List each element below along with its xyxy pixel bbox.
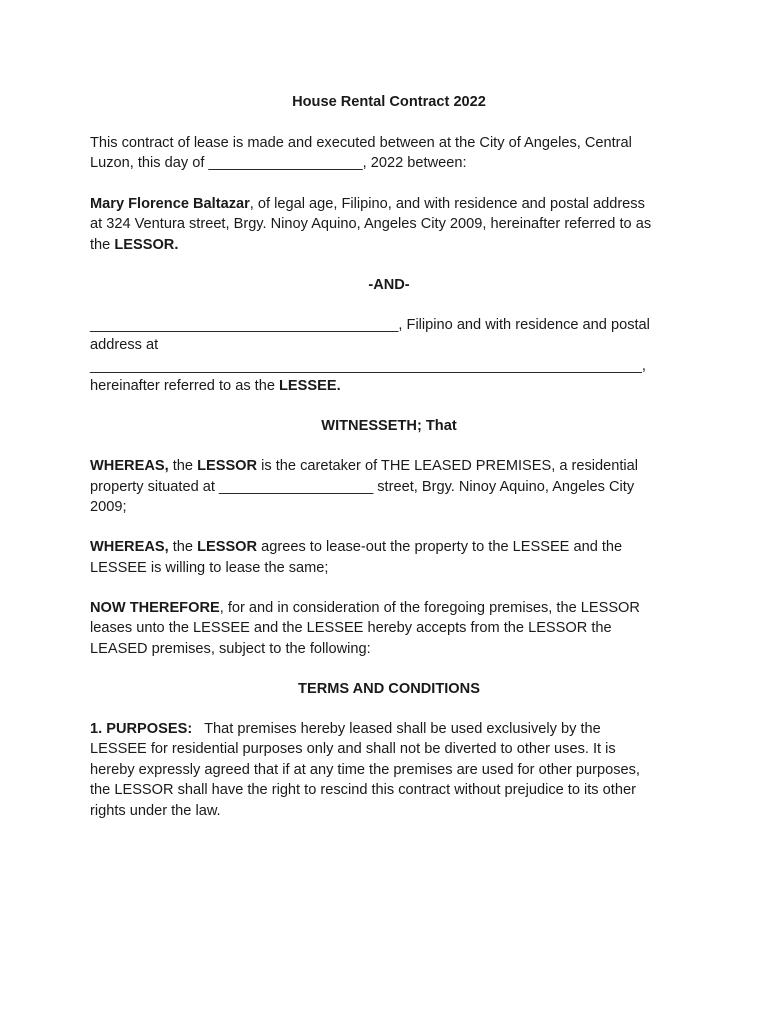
lessor-label: LESSOR.: [114, 236, 179, 253]
whereas-text: the: [168, 539, 198, 555]
purposes-label: 1. PURPOSES:: [90, 720, 193, 737]
lessor-text: the: [90, 236, 115, 253]
purposes-paragraph: [90, 719, 688, 822]
lessee-line: [90, 376, 688, 397]
lessor-line: [90, 235, 688, 256]
whereas-line: [90, 456, 688, 477]
purposes-line: LESSEE for residential purposes only and shall not be diverted to other uses. It is: [90, 741, 616, 757]
intro-line: This contract of lease is made and executed between at the City of Angeles, Central: [90, 134, 632, 151]
purposes-line: hereby expressly agreed that if at any time the premises are used for other purposes,: [90, 761, 640, 778]
terms-heading: TERMS AND CONDITIONS: [298, 680, 480, 697]
purposes-text: That premises hereby leased shall be used exclusively by the: [192, 720, 601, 737]
intro-paragraph: [90, 133, 688, 174]
lessor-label: LESSOR: [197, 539, 258, 555]
document-page: [90, 92, 688, 821]
and-heading: -AND-: [368, 276, 410, 293]
purposes-line: rights under the law.: [90, 802, 221, 819]
whereas-line: 2009;: [90, 499, 127, 515]
purposes-line: the LESSOR shall have the right to rescind this contract without prejudice to its other: [90, 782, 636, 798]
witnesseth-heading: WITNESSETH; That: [321, 418, 457, 434]
lessee-line: ____________________________________________________________________,: [90, 357, 646, 374]
whereas-text: is the caretaker of THE LEASED PREMISES, a residential: [257, 458, 639, 474]
lessee-line: ______________________________________, Filipino and with residence and postal: [90, 316, 650, 333]
lessor-text: , of legal age, Filipino, and with residence and postal address: [249, 195, 645, 212]
whereas-text: the: [168, 458, 198, 474]
lessee-text: hereinafter referred to as the: [90, 378, 280, 394]
now-therefore-label: NOW THEREFORE: [90, 599, 220, 616]
lessee-label: LESSEE.: [279, 378, 341, 394]
whereas-paragraph-1: [90, 456, 688, 518]
whereas-line: property situated at ___________________ street, Brgy. Ninoy Aquino, Angeles City: [90, 478, 635, 495]
lessee-line: address at: [90, 337, 159, 353]
lessee-paragraph: [90, 315, 688, 397]
lessor-label: LESSOR: [197, 458, 258, 474]
whereas-label: WHEREAS,: [90, 539, 169, 555]
whereas-label: WHEREAS,: [90, 458, 169, 474]
whereas-line: [90, 537, 688, 558]
now-therefore-line: LEASED premises, subject to the following:: [90, 640, 371, 657]
intro-line: Luzon, this day of ___________________, 2022 between:: [90, 155, 467, 171]
lessor-line: [90, 194, 688, 215]
now-therefore-paragraph: [90, 598, 688, 660]
lessor-name: Mary Florence Baltazar: [90, 195, 250, 212]
lessor-line: at 324 Ventura street, Brgy. Ninoy Aquino, Angeles City 2009, hereinafter referred to as: [90, 216, 652, 232]
whereas-line: LESSEE is willing to lease the same;: [90, 559, 329, 576]
whereas-text: agrees to lease-out the property to the LESSEE and the: [257, 539, 623, 555]
now-therefore-text: , for and in consideration of the foregoing premises, the LESSOR: [219, 599, 640, 616]
purposes-line: [90, 719, 688, 740]
document-title: House Rental Contract 2022: [292, 94, 486, 110]
now-therefore-line: [90, 598, 688, 619]
now-therefore-line: leases unto the LESSEE and the LESSEE hereby accepts from the LESSOR the: [90, 620, 612, 636]
lessor-paragraph: [90, 194, 688, 256]
whereas-paragraph-2: [90, 537, 688, 578]
